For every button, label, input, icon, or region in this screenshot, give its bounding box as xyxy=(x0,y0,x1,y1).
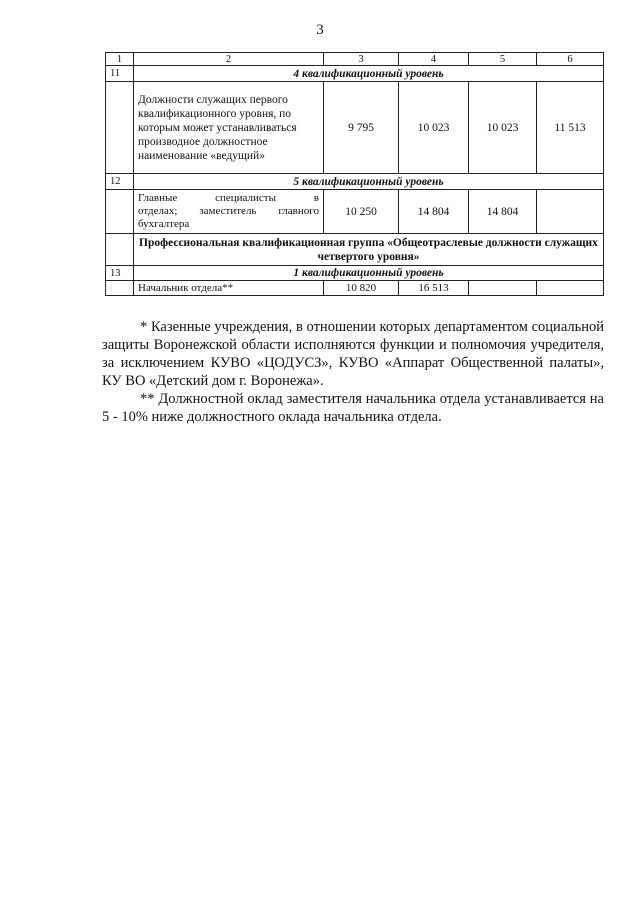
row-number: 13 xyxy=(106,266,134,281)
header-cell: 5 xyxy=(469,53,537,66)
page-number: 3 xyxy=(316,22,324,38)
salary-value: 14 804 xyxy=(469,190,537,234)
row-number: 12 xyxy=(106,174,134,190)
salary-table xyxy=(105,52,604,296)
qualification-group-heading: Профессиональная квалификационная группа «Общеотраслевые должности служащих четвертого уровня» xyxy=(134,234,604,266)
position-name xyxy=(134,190,324,234)
salary-value xyxy=(537,190,604,234)
table-row xyxy=(106,174,604,190)
qualification-level-heading: 4 квалификационный уровень xyxy=(134,66,604,82)
row-number xyxy=(106,190,134,234)
header-cell: 4 xyxy=(399,53,469,66)
header-cell: 3 xyxy=(324,53,399,66)
table-row xyxy=(106,281,604,296)
row-number: 11 xyxy=(106,66,134,82)
row-number xyxy=(106,234,134,266)
header-cell: 2 xyxy=(134,53,324,66)
footnote-double-asterisk: ** Должностной оклад заместителя начальника отдела устанавливается на 5 - 10% ниже должностного оклада начальника отдела. xyxy=(102,391,604,425)
table-row xyxy=(106,266,604,281)
position-name: Начальник отдела** xyxy=(134,281,324,296)
salary-value: 9 795 xyxy=(324,82,399,174)
salary-value: 14 804 xyxy=(399,190,469,234)
footnotes xyxy=(102,318,604,426)
footnote-single-asterisk: * Казенные учреждения, в отношении которых департаментом социальной защиты Воронежской области исполняются функции и полномочия учредителя, за исключением КУВО «ЦОДУСЗ», КУВО «Аппарат Общественной палаты», КУ ВО «Детский дом г. Воронежа». xyxy=(102,319,604,389)
salary-value: 10 820 xyxy=(324,281,399,296)
salary-value xyxy=(537,281,604,296)
table-header-row xyxy=(106,53,604,66)
salary-value: 16 513 xyxy=(399,281,469,296)
position-name-line: Главные специалисты в xyxy=(138,192,319,204)
position-name: Должности служащих первого квалификационного уровня, по которым может устанавливаться производное должностное наименование «ведущий» xyxy=(134,82,324,174)
table-row xyxy=(106,66,604,82)
header-cell: 6 xyxy=(537,53,604,66)
salary-value: 11 513 xyxy=(537,82,604,174)
salary-value: 10 023 xyxy=(399,82,469,174)
table-row xyxy=(106,234,604,266)
qualification-level-heading: 5 квалификационный уровень xyxy=(134,174,604,190)
table-row xyxy=(106,190,604,234)
row-number xyxy=(106,281,134,296)
position-name-line: отделах; заместитель главного xyxy=(138,205,319,217)
table-row xyxy=(106,82,604,174)
qualification-level-heading: 1 квалификационный уровень xyxy=(134,266,604,281)
salary-value: 10 023 xyxy=(469,82,537,174)
row-number xyxy=(106,82,134,174)
header-cell: 1 xyxy=(106,53,134,66)
position-name-line: бухгалтера xyxy=(138,218,190,230)
salary-value xyxy=(469,281,537,296)
salary-value: 10 250 xyxy=(324,190,399,234)
